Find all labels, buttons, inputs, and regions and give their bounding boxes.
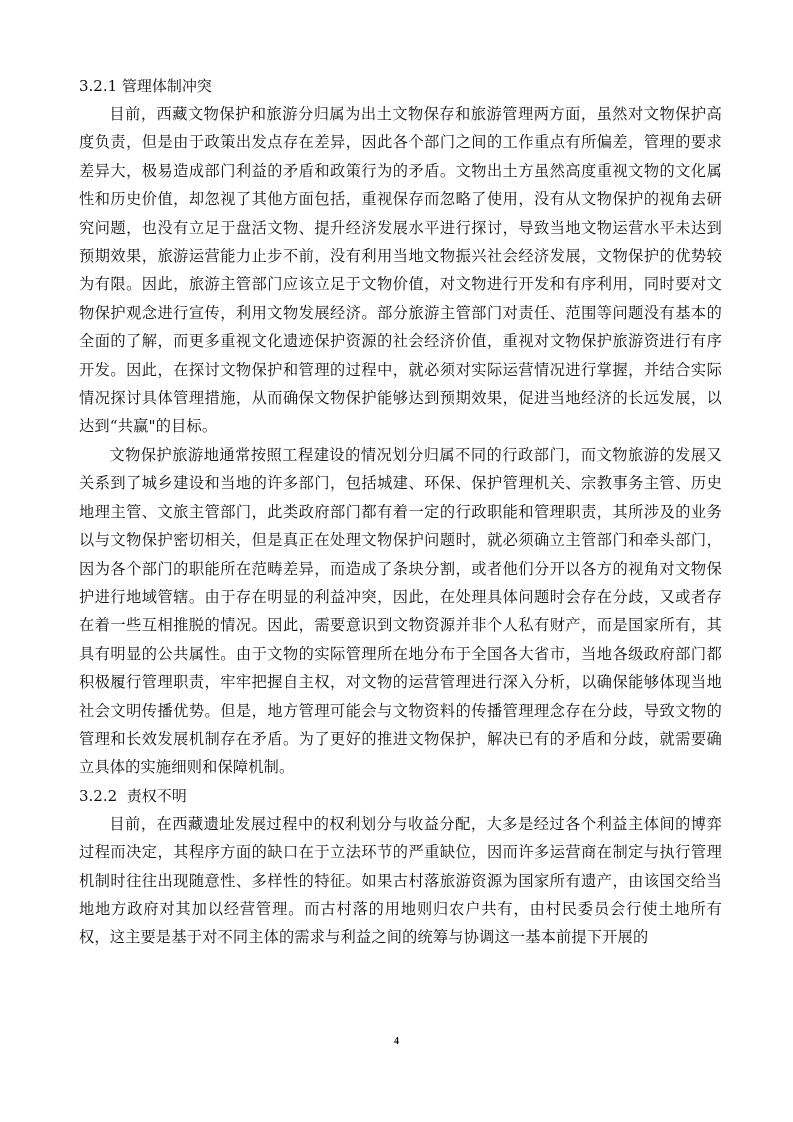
paragraph-unclear-responsibility-1: 目前，在西藏遗址发展过程中的权利划分与收益分配，大多是经过各个利益主体间的博弈过程而决定，其程序方面的缺口在于立法环节的严重缺位，因而许多运营商在制定与执行管理机制时往往出现随意性、多样性的特征。如果古村落旅游资源为国家所有遗产，由该国交给当地地方政府对其加以经营管理。而古村落的用地则归农户共有，由村民委员会行使土地所有权，这主要是基于对不同主体的需求与利益之间的统筹与协调这一基本前提下开展的: [79, 814, 722, 947]
page-number: 4: [394, 1036, 399, 1047]
section-heading-3-2-1: 3.2.1 管理体制冲突: [79, 77, 212, 95]
page-body: [79, 72, 722, 952]
paragraph-management-conflict-1: 目前，西藏文物保护和旅游分归属为出土文物保存和旅游管理两方面，虽然对文物保护高度负责，但是由于政策出发点存在差异，因此各个部门之间的工作重点有所偏差，管理的要求差异大，极易造成部门利益的矛盾和政策行为的矛盾。文物出土方虽然高度重视文物的文化属性和历史价值，却忽视了其他方面包括，重视保存而忽略了使用，没有从文物保护的视角去研究问题，也没有立足于盘活文物、提升经济发展水平进行探讨，导致当地文物运营水平未达到预期效果，旅游运营能力止步不前，没有利用当地文物振兴社会经济发展，文物保护的优势较为有限。因此，旅游主管部门应该立足于文物价值，对文物进行开发和有序利用，同时要对文物保护观念进行宣传，利用文物发展经济。部分旅游主管部门对责任、范围等问题没有基本的全面的了解，而更多重视文化遗迹保护资源的社会经济价值，重视对文物保护旅游资进行有序开发。因此，在探讨文物保护和管理的过程中，就必须对实际运营情况进行掌握，并结合实际情况探讨具体管理措施，从而确保文物保护能够达到预期效果，促进当地经济的长远发展，以达到“共赢"的目标。: [79, 105, 722, 436]
paragraph-management-conflict-2: 文物保护旅游地通常按照工程建设的情况划分归属不同的行政部门，而文物旅游的发展又关系到了城乡建设和当地的许多部门，包括城建、环保、保护管理机关、宗教事务主管、历史地理主管、文旅主管部门，此类政府部门都有着一定的行政职能和管理职责，其所涉及的业务以与文物保护密切相关，但是真正在处理文物保护问题时，就必须确立主管部门和牵头部门，因为各个部门的职能所在范畴差异，而造成了条块分割，或者他们分开以各方的视角对文物保护进行地域管辖。由于存在明显的利益冲突，因此，在处理具体问题时会存在分歧，又或者存在着一些互相推脱的情况。因此，需要意识到文物资源并非个人私有财产，而是国家所有，其具有明显的公共属性。由于文物的实际管理所在地分布于全国各大省市，当地各级政府部门都积极履行管理职责，牢牢把握自主权，对文物的运营管理进行深入分析，以确保能够体现当地社会文明传播优势。但是，地方管理可能会与文物资料的传播管理理念存在分歧，导致文物的管理和长效发展机制存在矛盾。为了更好的推进文物保护，解决已有的矛盾和分歧，就需要确立具体的实施细则和保障机制。: [79, 445, 722, 777]
section-heading-3-2-2: 3.2.2 责权不明: [79, 786, 187, 805]
